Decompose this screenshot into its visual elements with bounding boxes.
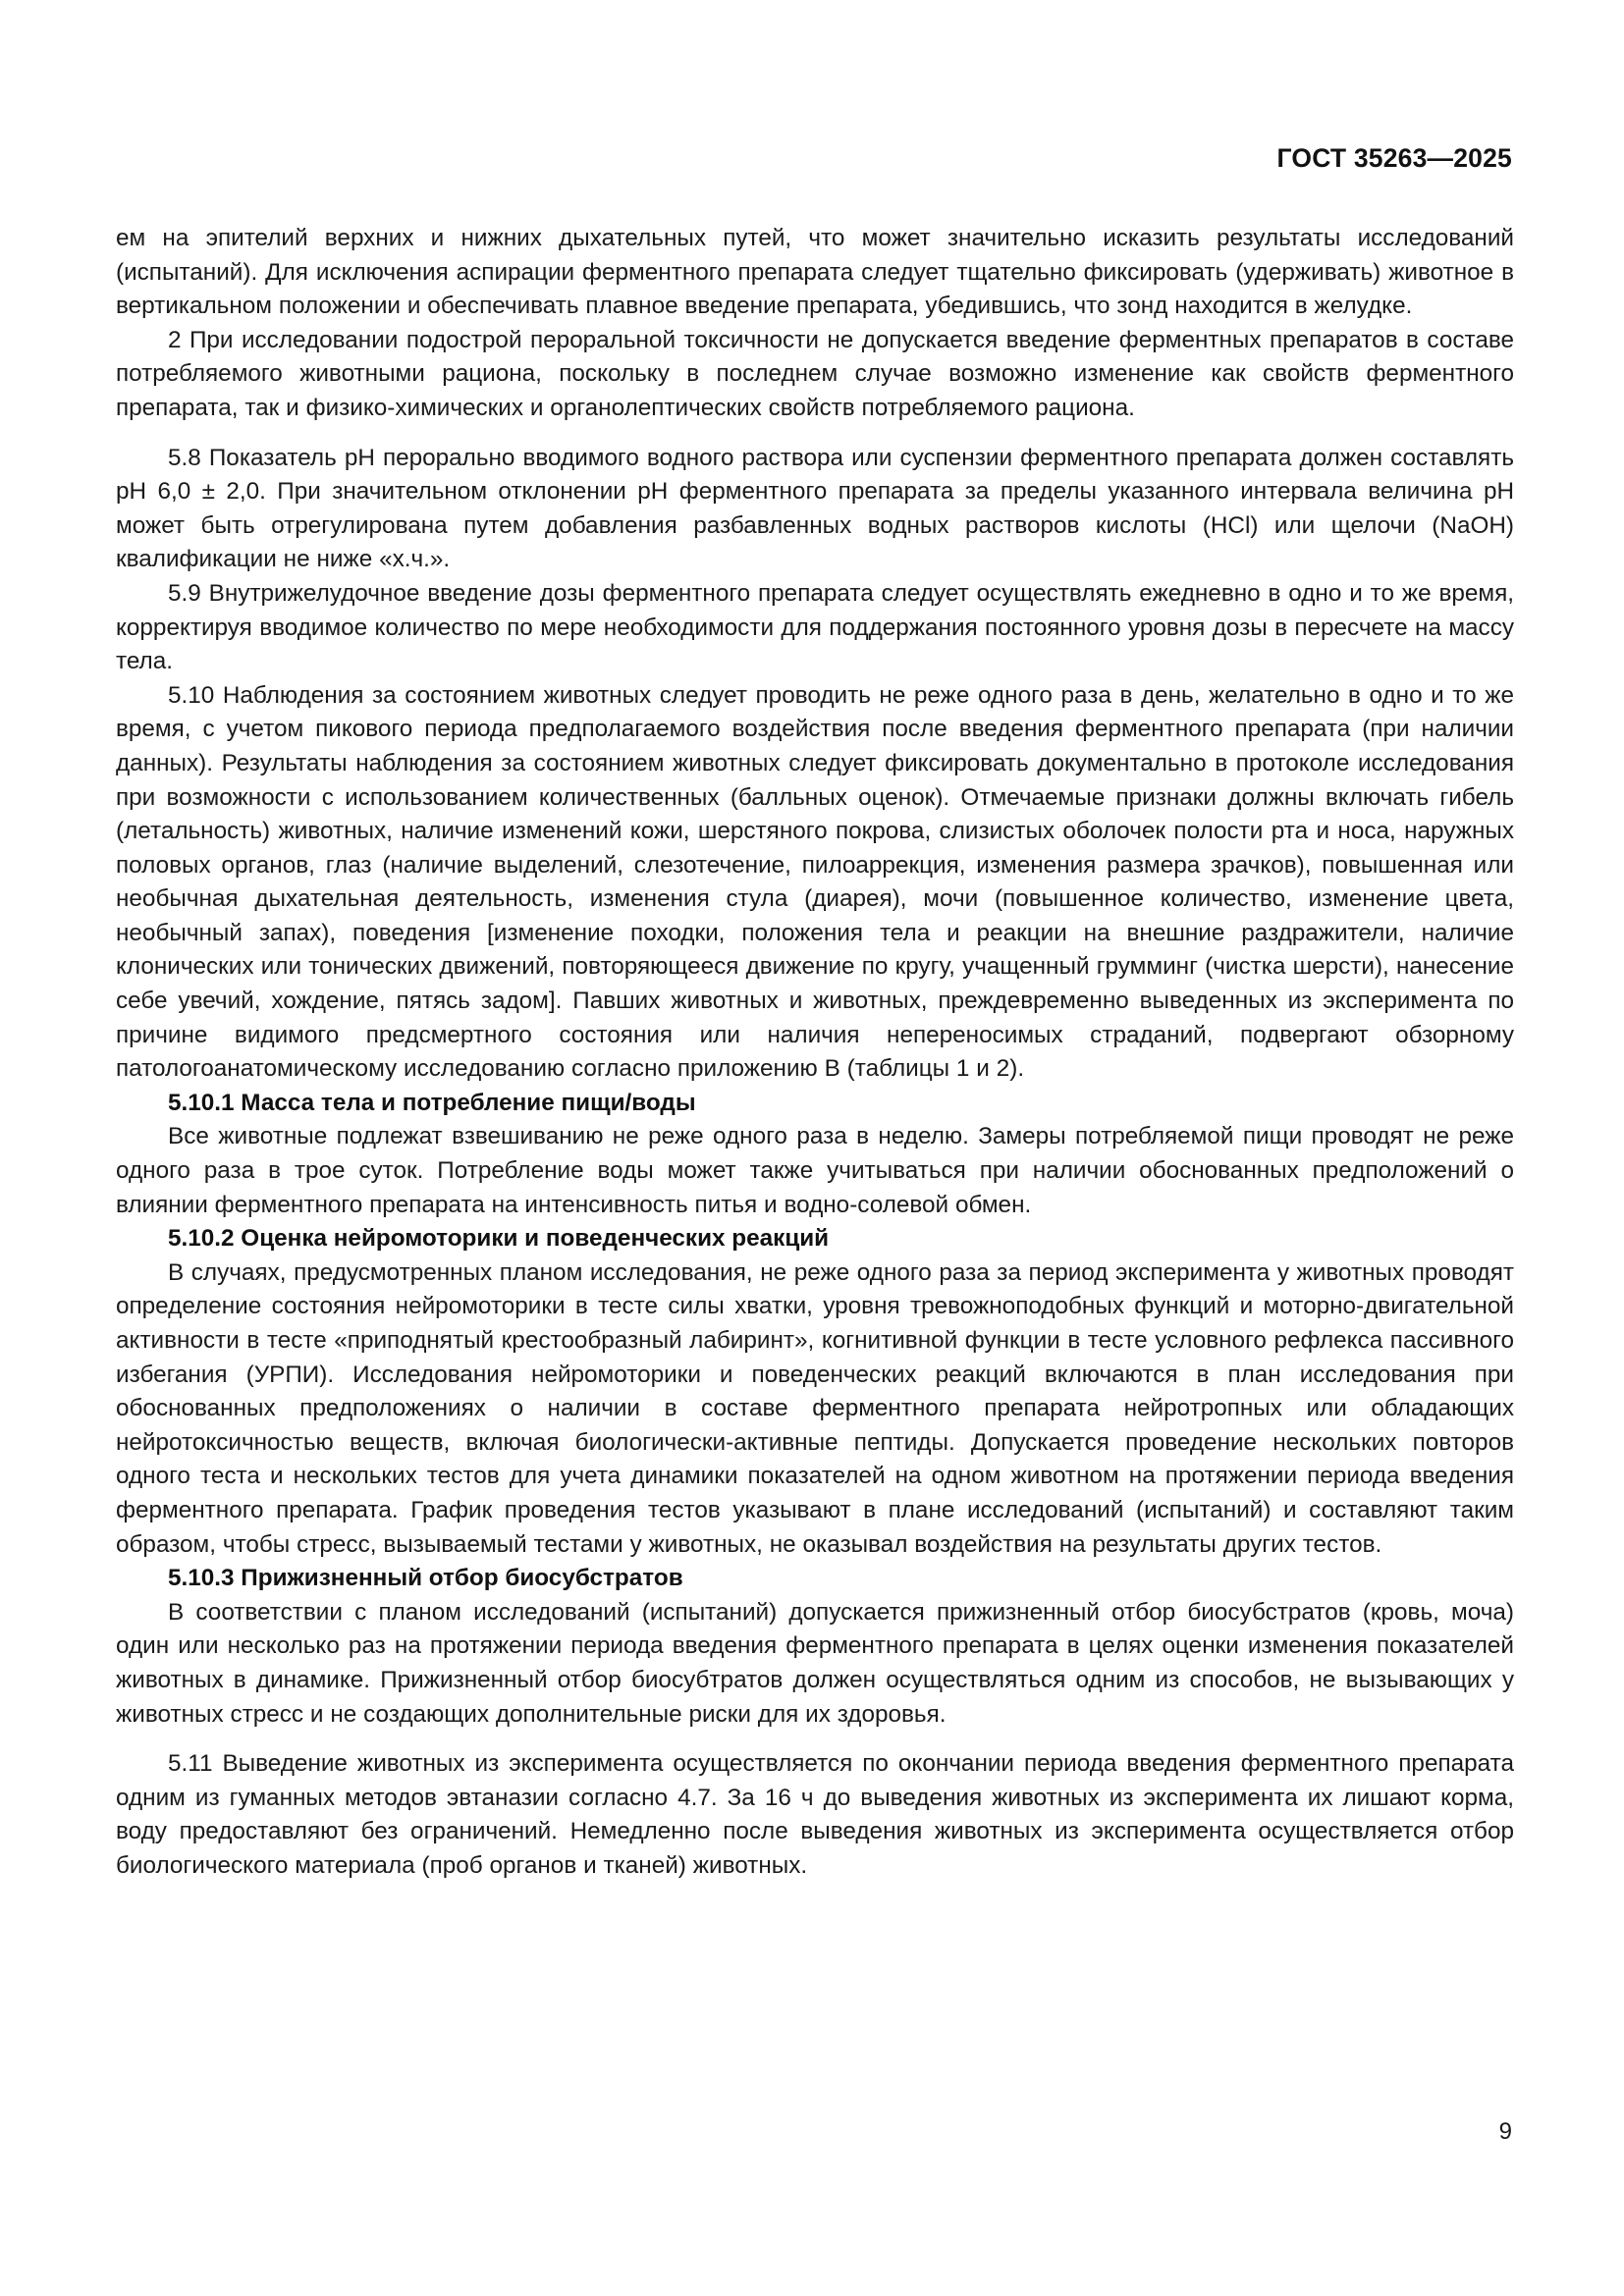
heading-5-10-3: 5.10.3 Прижизненный отбор биосубстратов [168, 1565, 683, 1592]
note-item-2: 2 При исследовании подострой пероральной токсичности не допускается введение ферментных препаратов в составе потребляемого животными рациона, поскольку в последнем случае возможно изменение как свойств ферментного препарата, так и физико-химических и органолептических свойств потребляемого рациона. [116, 326, 1514, 421]
heading-5-10-1: 5.10.1 Масса тела и потребление пищи/воды [168, 1089, 696, 1116]
heading-5-10-2: 5.10.2 Оценка нейромоторики и поведенческих реакций [168, 1225, 830, 1253]
paragraph-continued-from-previous-page: ем на эпителий верхних и нижних дыхательных путей, что может значительно исказить результаты исследований (испытаний). Для исключения аспирации ферментного препарата следует тщательно фиксировать (удерживать) животное в вертикальном положении и обеспечивать плавное введение препарата, убедившись, что зонд находится в желудке. [116, 225, 1514, 320]
clause-5-10: 5.10 Наблюдения за состоянием животных следует проводить не реже одного раза в день, желательно в одно и то же время, с учетом пикового периода предполагаемого воздействия после введения ферментного препарата (при наличии данных). Результаты наблюдения за состоянием животных следует фиксировать документально в протоколе исследования при возможности с использованием количественных (балльных оценок). Отмечаемые признаки должны включать гибель (летальность) животных, наличие изменений кожи, шерстяного покрова, слизистых оболочек полости рта и носа, наружных половых органов, глаз (наличие выделений, слезотечение, пилоаррекция, изменения размера зрачков), повышенная или необычная дыхательная деятельность, изменения стула (диарея), мочи (повышенное количество, изменение цвета, необычный запах), поведения [изменение походки, положения тела и реакции на внешние раздражители, наличие клонических или тонических движений, повторяющееся движение по кругу, учащенный грумминг (чистка шерсти), нанесение себе увечий, хождение, пятясь задом]. Павших животных и животных, преждевременно выведенных из эксперимента по причине видимого предсмертного состояния или наличия непереносимых страданий, подвергают обзорному патологоанатомическому исследованию согласно приложению В (таблицы 1 и 2). [116, 681, 1514, 1083]
clause-5-10-1-body: Все животные подлежат взвешиванию не реже одного раза в неделю. Замеры потребляемой пищи проводят не реже одного раза в трое суток. Потребление воды может также учитываться при наличии обоснованных предположений о влиянии ферментного препарата на интенсивность питья и водно-солевой обмен. [116, 1123, 1514, 1218]
clause-5-11: 5.11 Выведение животных из эксперимента осуществляется по окончании периода введения ферментного препарата одним из гуманных методов эвтаназии согласно 4.7. За 16 ч до выведения животных из эксперимента их лишают корма, воду предоставляют без ограничений. Немедленно после выведения животных из эксперимента осуществляется отбор биологического материала (проб органов и тканей) животных. [116, 1750, 1514, 1879]
clause-5-9: 5.9 Внутрижелудочное введение дозы ферментного препарата следует осуществлять ежедневно в одно и то же время, корректируя вводимое количество по мере необходимости для поддержания постоянного уровня дозы в пересчете на массу тела. [116, 579, 1514, 675]
page-content [116, 222, 1514, 1884]
standard-number-header: ГОСТ 35263—2025 [1276, 143, 1512, 173]
page-number: 9 [1498, 2118, 1512, 2145]
page-header [116, 145, 1512, 179]
clause-5-10-2-body: В случаях, предусмотренных планом исследования, не реже одного раза за период эксперимента у животных проводят определение состояния нейромоторики в тесте силы хватки, уровня тревожноподобных функций и моторно-двигательной активности в тесте «приподнятый крестообразный лабиринт», когнитивной функции в тесте условного рефлекса пассивного избегания (УРПИ). Исследования нейромоторики и поведенческих реакций включаются в план исследования при обоснованных предположениях о наличии в составе ферментного препарата нейротропных или обладающих нейротоксичностью веществ, включая биологически-активные пептиды. Допускается проведение нескольких повторов одного теста и нескольких тестов для учета динамики показателей на одном животном на протяжении периода введения ферментного препарата. График проведения тестов указывают в плане исследований (испытаний) и составляют таким образом, чтобы стресс, вызываемый тестами у животных, не оказывал воздействия на результаты других тестов. [116, 1258, 1514, 1558]
clause-5-10-3-body: В соответствии с планом исследований (испытаний) допускается прижизненный отбор биосубстратов (кровь, моча) один или несколько раз на протяжении периода введения ферментного препарата в целях оценки изменения показателей животных в динамике. Прижизненный отбор биосубтратов должен осуществляться одним из способов, не вызывающих у животных стресс и не создающих дополнительные риски для их здоровья. [116, 1598, 1514, 1728]
clause-5-8: 5.8 Показатель pH перорально вводимого водного раствора или суспензии ферментного препарата должен составлять pH 6,0 ± 2,0. При значительном отклонении pH ферментного препарата за пределы указанного интервала величина pH может быть отрегулирована путем добавления разбавленных водных растворов кислоты (HCl) или щелочи (NaOH) квалификации не ниже «х.ч.». [116, 444, 1514, 573]
